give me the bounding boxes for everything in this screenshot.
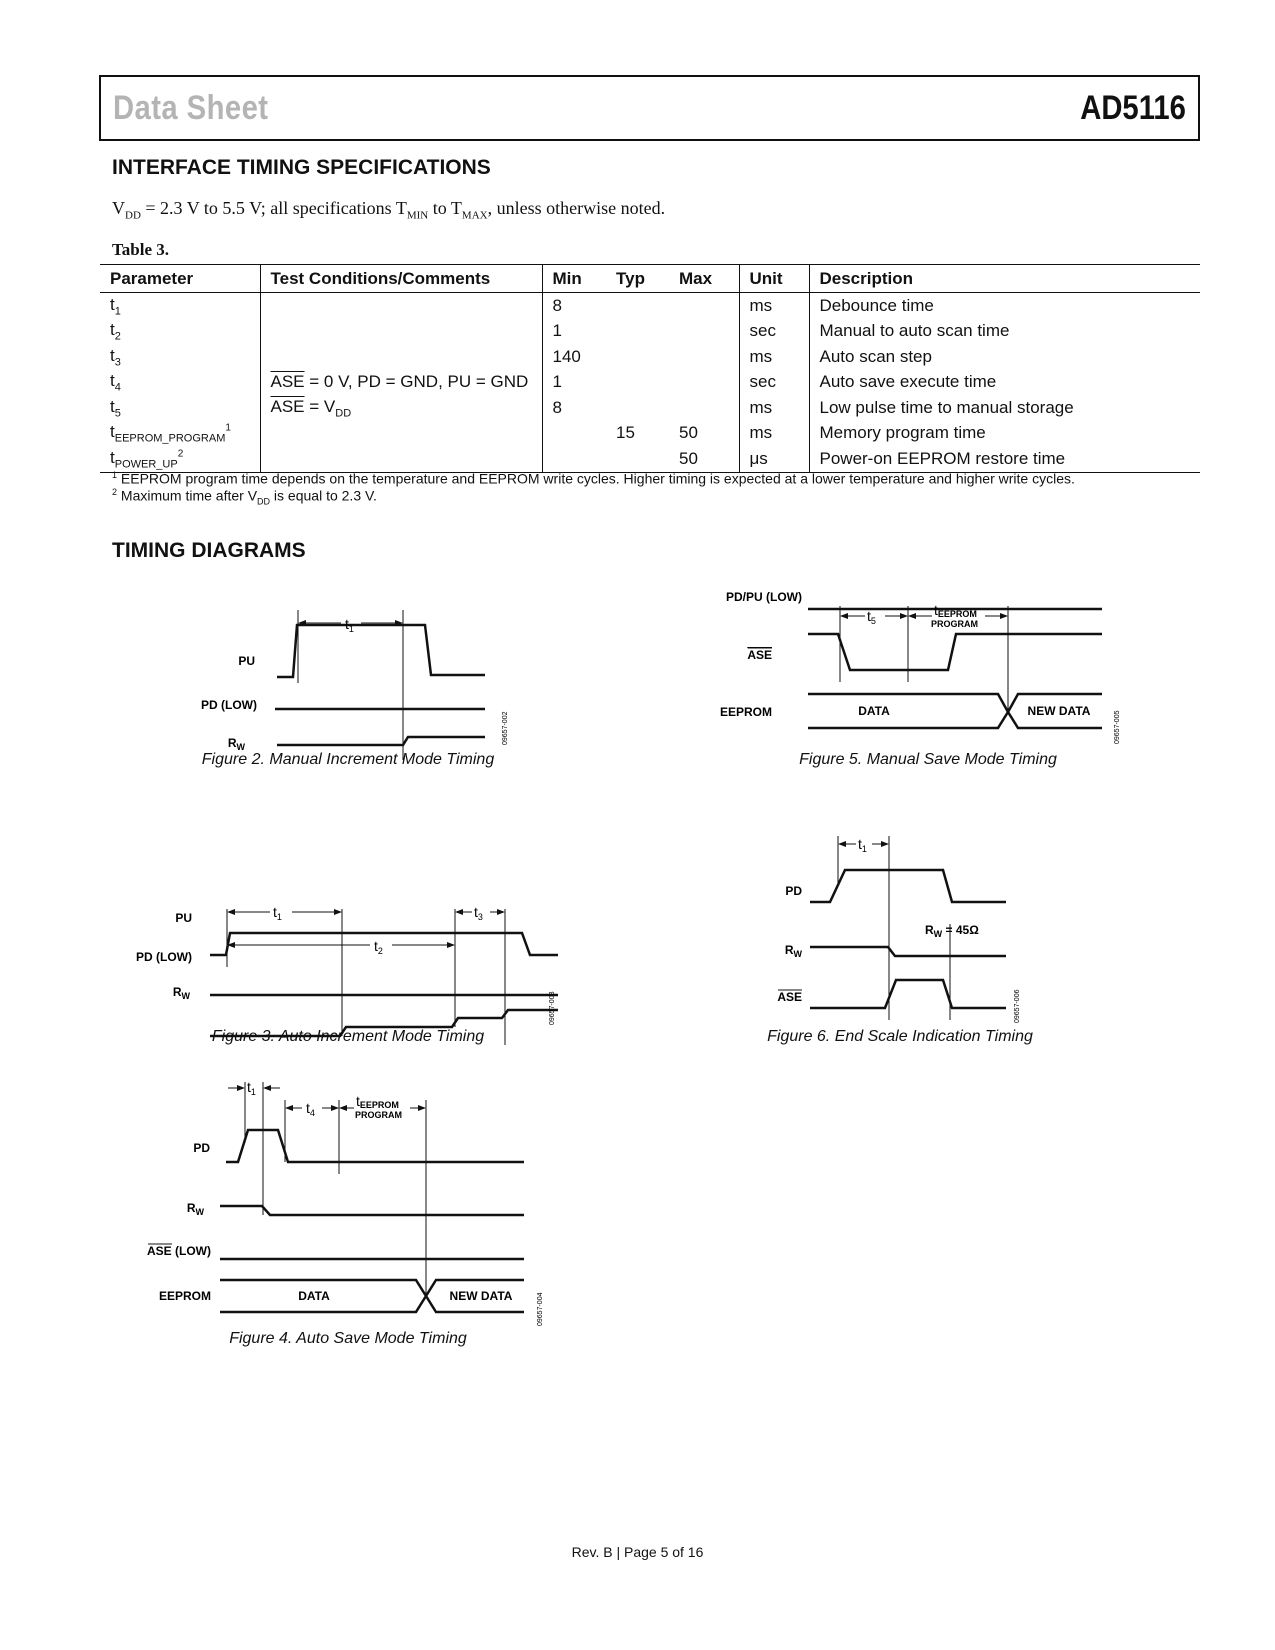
cond-overline: $\overline{ASE}$ <box>270 372 305 392</box>
figure-2-diagram <box>195 605 515 775</box>
header-part-number: AD5116 <box>1080 89 1186 127</box>
fig2-pu-label: PU <box>238 654 255 668</box>
fig3-arrowhead-6-icon <box>497 909 505 915</box>
cell-conditions <box>260 446 542 472</box>
fig5-arrowhead-3-icon <box>908 613 916 619</box>
cell-description: Memory program time <box>819 423 986 443</box>
param-sup: 2 <box>177 447 184 459</box>
footnote-2-pre: Maximum time after V <box>117 487 258 504</box>
footnote-2-sub: DD <box>257 496 271 507</box>
fig6-pd-label: PD <box>785 884 802 898</box>
cond-vdd: V <box>112 198 125 218</box>
fig6-ase-label: ASE <box>777 990 802 1004</box>
cell-max <box>669 319 739 345</box>
fig2-pu-waveform <box>277 625 485 677</box>
figure-6-caption: Figure 6. End Scale Indication Timing <box>767 1028 1033 1045</box>
footnote-2-post: is equal to 2.3 V. <box>270 487 377 504</box>
fig5-arrowhead-1-icon <box>840 613 848 619</box>
fig3-arrowhead-4-icon <box>447 942 455 948</box>
figure-5-caption: Figure 5. Manual Save Mode Timing <box>799 751 1057 768</box>
cell-parameter <box>100 319 260 345</box>
section-title-timing-diagrams: TIMING DIAGRAMS <box>112 539 306 562</box>
col-header-unit: Unit <box>739 265 809 293</box>
page-footer: Rev. B | Page 5 of 16 <box>571 1544 704 1560</box>
cell-min <box>542 446 606 472</box>
fig6-ase-waveform <box>810 980 1006 1008</box>
fig5-arrowhead-2-icon <box>900 613 908 619</box>
cell-conditions <box>260 293 542 319</box>
cell-typ <box>606 293 669 319</box>
fig5-code: 09657-005 <box>1114 710 1121 744</box>
fig6-rw-waveform <box>810 947 1006 956</box>
cell-max <box>669 370 739 396</box>
fig4-arrowhead-2-icon <box>263 1085 271 1091</box>
fig2-pd-label: PD (LOW) <box>201 698 257 712</box>
col-header-typ: Typ <box>606 265 669 293</box>
cell-min <box>542 421 606 447</box>
fig4-arrowhead-6-icon <box>418 1105 426 1111</box>
cell-typ: 15 <box>616 423 635 443</box>
footnote-1-mark: 1 <box>112 470 118 480</box>
cond-overline: $\overline{ASE}$ <box>270 396 305 416</box>
cond-vdd-sub: DD <box>125 209 141 222</box>
cell-unit: ms <box>739 293 809 319</box>
cell-unit: ms <box>739 344 809 370</box>
fig2-rw-waveform <box>277 737 485 745</box>
fig3-pu-label: PU <box>175 911 192 925</box>
figure-5-diagram <box>700 588 1130 768</box>
cell-unit: μs <box>739 446 809 472</box>
col-header-min: Min <box>542 265 606 293</box>
param-symbol: t <box>110 371 115 391</box>
cell-conditions <box>260 421 542 447</box>
cell-typ <box>606 344 669 370</box>
param-sub: 1 <box>114 304 121 317</box>
fig5-arrowhead-4-icon <box>1000 613 1008 619</box>
fig3-t2-label: $t_2$ <box>374 938 383 956</box>
cell-description: Manual to auto scan time <box>819 321 1010 341</box>
param-symbol: t <box>110 294 115 314</box>
cell-conditions <box>260 319 542 345</box>
cell-conditions <box>260 395 542 421</box>
fig6-rw-note: $R_W = 45\Omega$ <box>925 923 979 939</box>
fig3-arrowhead-5-icon <box>455 909 463 915</box>
cell-description: Auto scan step <box>819 346 932 366</box>
table-row <box>100 293 1200 319</box>
param-symbol: t <box>110 396 115 416</box>
cell-parameter <box>100 370 260 396</box>
figure-6-diagram <box>770 830 1060 1030</box>
fig4-rw-waveform <box>220 1206 524 1215</box>
fig4-pd-waveform <box>226 1130 524 1162</box>
cell-description: Power-on EEPROM restore time <box>809 446 1200 472</box>
cell-min: 8 <box>552 295 562 315</box>
cell-max <box>669 293 739 319</box>
cond-rest: , unless otherwise noted. <box>487 198 666 218</box>
fig6-code: 09657-006 <box>1014 989 1021 1023</box>
fig4-rw-label: $R_W$ <box>186 1201 204 1217</box>
figure-3-caption: Figure 3. Auto Increment Mode Timing <box>211 1028 485 1045</box>
fig5-data-label: DATA <box>858 704 890 718</box>
fig6-t1-label: $t_1$ <box>858 836 867 854</box>
cond-sub: DD <box>335 406 352 419</box>
cond-text: = 0 V, PD = GND, PU = GND <box>304 372 529 392</box>
fig5-new-data-label: NEW DATA <box>1027 704 1091 718</box>
fig5-ase-label: ASE <box>747 648 772 662</box>
col-header-conditions: Test Conditions/Comments <box>260 265 542 293</box>
fig4-arrowhead-5-icon <box>339 1105 347 1111</box>
table-caption: Table 3. <box>112 240 170 259</box>
cell-typ <box>606 370 669 396</box>
cell-typ <box>606 319 669 345</box>
param-sub: 5 <box>114 406 121 419</box>
footnote-2-mark: 2 <box>112 487 118 497</box>
fig4-arrowhead-3-icon <box>285 1105 293 1111</box>
cell-unit: sec <box>739 370 809 396</box>
fig2-code: 09657-002 <box>502 711 509 745</box>
cell-max <box>669 395 739 421</box>
fig6-arrowhead-1-icon <box>838 841 846 847</box>
timing-spec-table <box>100 264 1200 473</box>
cond-text: = V <box>304 396 336 416</box>
param-symbol: t <box>110 447 115 467</box>
figure-4-caption: Figure 4. Auto Save Mode Timing <box>229 1330 467 1347</box>
fig3-arrowhead-2-icon <box>334 909 342 915</box>
fig4-tee-label: tEEPROM <box>356 1093 399 1110</box>
param-sub: 3 <box>114 355 121 368</box>
cell-parameter <box>100 395 260 421</box>
col-header-max: Max <box>669 265 739 293</box>
cell-unit: ms <box>739 395 809 421</box>
fig4-arrowhead-1-icon <box>237 1085 245 1091</box>
table-row <box>100 421 1200 447</box>
cell-max: 50 <box>669 446 739 472</box>
fig5-ase-waveform <box>808 634 1102 670</box>
param-sub: 4 <box>114 381 121 394</box>
col-header-description: Description <box>809 265 1200 293</box>
cell-max <box>669 344 739 370</box>
table-header-row <box>100 265 1200 293</box>
cell-parameter <box>100 446 260 472</box>
cell-min: 8 <box>552 397 562 417</box>
cell-unit: ms <box>739 421 809 447</box>
footnote-1-text: EEPROM program time depends on the temperature and EEPROM write cycles. Higher timing is expected at a lower temperature and higher write cycles. <box>117 470 1075 487</box>
cond-tmax-sub: MAX <box>461 209 488 222</box>
cell-max: 50 <box>669 421 739 447</box>
param-sub: 2 <box>114 330 121 343</box>
cell-typ <box>606 446 669 472</box>
cell-typ <box>606 395 669 421</box>
fig4-t4-label: $t_4$ <box>306 1100 315 1118</box>
param-symbol: t <box>110 345 115 365</box>
fig3-pd-label: PD (LOW) <box>136 950 192 964</box>
fig6-rw-label: $R_W$ <box>784 943 802 959</box>
cell-unit: sec <box>739 319 809 345</box>
spec-conditions <box>112 198 665 222</box>
cell-parameter <box>100 293 260 319</box>
figure-2-caption: Figure 2. Manual Increment Mode Timing <box>201 751 495 768</box>
cell-parameter <box>100 421 260 447</box>
fig5-pdpu-label: PD/PU (LOW) <box>726 590 802 604</box>
cond-tmin-sub: MIN <box>406 209 429 222</box>
fig5-t5-label: $t_5$ <box>867 608 876 626</box>
cell-conditions <box>260 344 542 370</box>
footnote-2 <box>112 487 377 506</box>
param-symbol: t <box>110 422 115 442</box>
cell-description: Auto save execute time <box>819 372 997 392</box>
fig4-pd-label: PD <box>193 1141 210 1155</box>
param-sub: EEPROM_PROGRAM <box>114 432 226 445</box>
fig4-new-data-label: NEW DATA <box>449 1289 513 1303</box>
footnote-1 <box>112 470 1075 487</box>
table-row <box>100 446 1200 472</box>
table-row <box>100 319 1200 345</box>
fig3-code: 09657-003 <box>549 991 556 1025</box>
fig6-arrowhead-2-icon <box>881 841 889 847</box>
table-row <box>100 370 1200 396</box>
fig2-rw-label: $R_W$ <box>227 736 245 752</box>
fig3-t3-label: $t_3$ <box>474 904 483 922</box>
fig4-eeprom-label: EEPROM <box>158 1289 211 1303</box>
cell-parameter <box>100 344 260 370</box>
fig3-t1-label: $t_1$ <box>273 904 282 922</box>
fig4-tee-sub2: PROGRAM <box>355 1110 402 1120</box>
cell-min: 1 <box>552 321 562 341</box>
fig6-pd-waveform <box>810 870 1006 902</box>
fig4-t1-label: $t_1$ <box>247 1079 256 1097</box>
param-sup: 1 <box>225 422 231 434</box>
cond-range: = 2.3 V to 5.5 V; all specifications T <box>140 198 407 218</box>
section-title-interface-timing: INTERFACE TIMING SPECIFICATIONS <box>112 156 491 179</box>
cell-min: 140 <box>552 346 581 366</box>
fig3-rw-label: $R_W$ <box>172 985 190 1001</box>
header-doc-type: Data Sheet <box>113 89 269 127</box>
fig3-pu-waveform <box>210 933 558 955</box>
fig3-arrowhead-1-icon <box>227 909 235 915</box>
param-symbol: t <box>110 320 115 340</box>
figure-3-diagram <box>130 895 580 1075</box>
fig4-code: 09657-004 <box>537 1292 544 1326</box>
table-row <box>100 344 1200 370</box>
fig4-ase-label: ASE (LOW) <box>146 1244 211 1258</box>
table-row <box>100 395 1200 421</box>
fig5-tee-label: tEEPROM <box>934 602 977 619</box>
cond-to: to T <box>428 198 462 218</box>
cell-min: 1 <box>552 372 562 392</box>
fig5-eeprom-label: EEPROM <box>719 705 772 719</box>
page-header <box>99 75 1200 141</box>
cell-description: Debounce time <box>819 295 934 315</box>
fig5-tee-sub2: PROGRAM <box>931 619 978 629</box>
cell-description: Low pulse time to manual storage <box>819 397 1074 417</box>
figure-4-diagram <box>140 1078 560 1333</box>
fig4-arrowhead-4-icon <box>331 1105 339 1111</box>
param-sub: POWER_UP <box>114 457 178 470</box>
fig2-t1-label: $t_1$ <box>345 616 354 634</box>
fig4-data-label: DATA <box>298 1289 330 1303</box>
col-header-parameter: Parameter <box>100 265 260 293</box>
cell-conditions <box>260 370 542 396</box>
